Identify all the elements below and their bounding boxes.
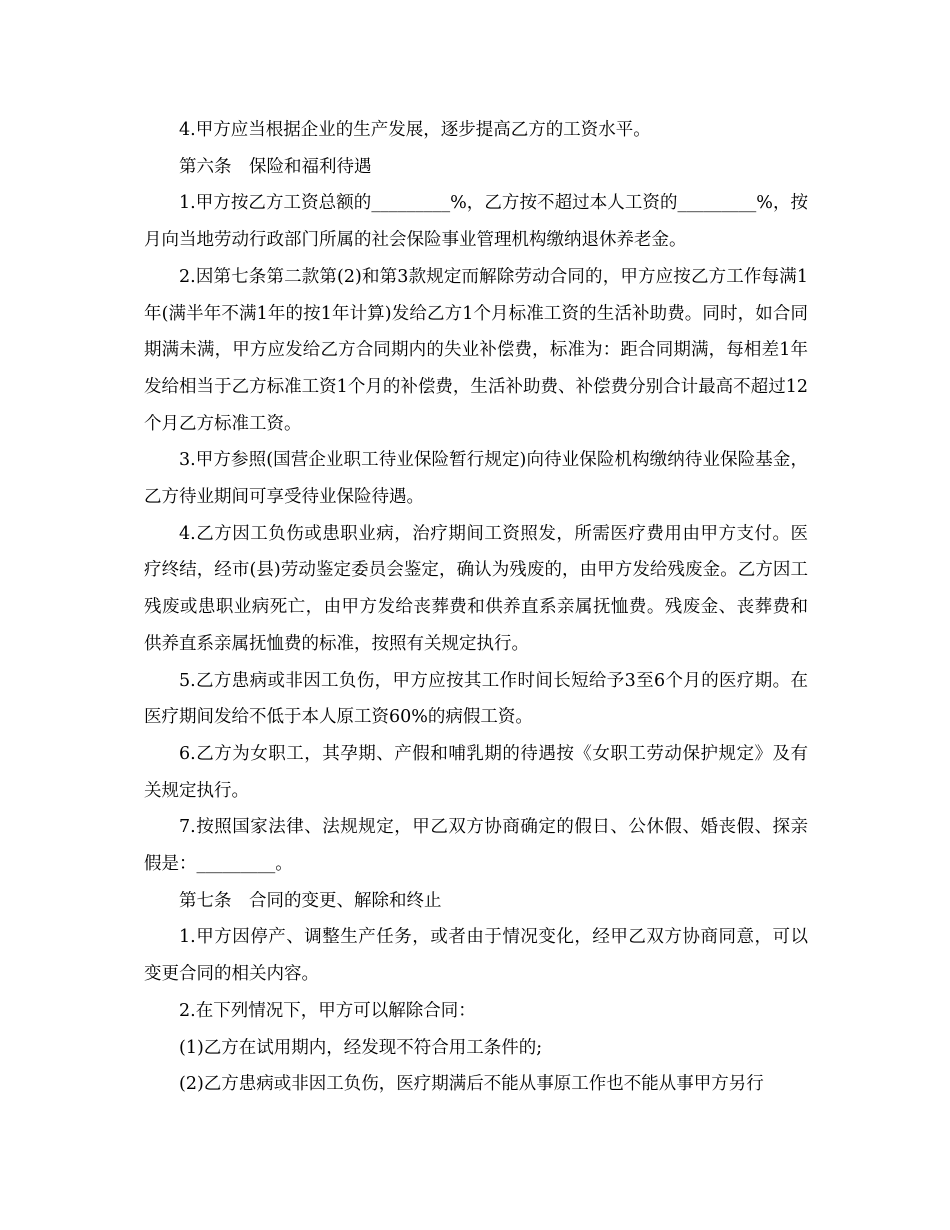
list-item-probation: (1)乙方在试用期内，经发现不符合用工条件的; [179, 1037, 543, 1058]
paragraph-contract-change: 1.甲方因停产、调整生产任务，或者由于情况变化，经甲乙双方协商同意，可以变更合同的相关内容。 [144, 927, 808, 985]
paragraph-living-subsidy: 2.因第七条第二款第(2)和第3款规定而解除劳动合同的，甲方应按乙方工作每满1年(满半年不满1年的按1年计算)发给乙方1个月标准工资的生活补助费。同时，如合同期满未满，甲方应发给乙方合同期内的失业补偿费，标准为：距合同期满，每相差1年发给相当于乙方标准工资1个月的补偿费，生活补助费、补偿费分别合计最高不超过12个月乙方标准工资。 [144, 266, 808, 434]
paragraph-sick-leave: 5.乙方患病或非因工负伤，甲方应按其工作时间长短给予3至6个月的医疗期。在医疗期间发给不低于本人原工资60%的病假工资。 [144, 670, 808, 728]
document-body [144, 112, 808, 1103]
paragraph-wage-increase: 4.甲方应当根据企业的生产发展，逐步提高乙方的工资水平。 [179, 120, 651, 140]
paragraph-unemployment-insurance: 3.甲方参照(国营企业职工待业保险暂行规定)向待业保险机构缴纳待业保险基金，乙方待业期间可享受待业保险待遇。 [144, 450, 808, 508]
paragraph-work-injury: 4.乙方因工负伤或患职业病，治疗期间工资照发，所需医疗费用由甲方支付。医疗终结，经市(县)劳动鉴定委员会鉴定，确认为残废的，由甲方发给残废金。乙方因工残废或患职业病死亡，由甲方发给丧葬费和供养直系亲属抚恤费。残废金、丧葬费和供养直系亲属抚恤费的标准，按照有关规定执行。 [144, 523, 808, 654]
section-heading-article-7: 第七条 合同的变更、解除和终止 [179, 890, 442, 911]
paragraph-termination-conditions: 2.在下列情况下，甲方可以解除合同： [179, 1000, 476, 1021]
section-heading-article-6: 第六条 保险和福利待遇 [179, 156, 372, 177]
paragraph-female-staff: 6.乙方为女职工，其孕期、产假和哺乳期的待遇按《女职工劳动保护规定》及有关规定执行。 [144, 743, 808, 801]
list-item-illness: (2)乙方患病或非因工负伤，医疗期满后不能从事原工作也不能从事甲方另行 [179, 1074, 764, 1095]
paragraph-pension: 1.甲方按乙方工资总额的_________%，乙方按不超过本人工资的_________%，按月向当地劳动行政部门所属的社会保险事业管理机构缴纳退休养老金。 [144, 193, 808, 251]
paragraph-holidays: 7.按照国家法律、法规规定，甲乙双方协商确定的假日、公休假、婚丧假、探亲假是：_________。 [144, 817, 808, 875]
